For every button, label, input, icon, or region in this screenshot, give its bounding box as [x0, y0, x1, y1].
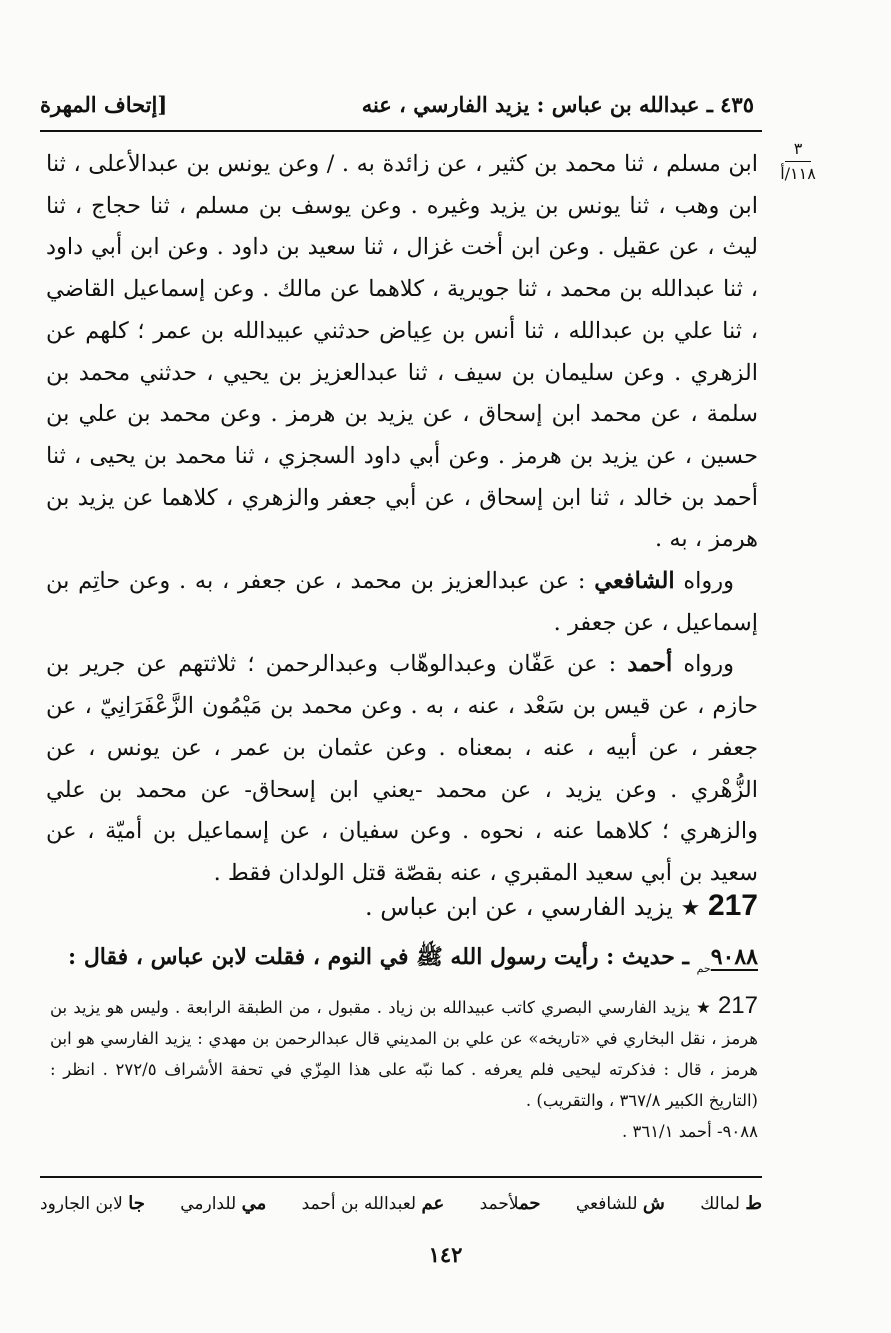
star-icon: ★ [696, 998, 712, 1017]
footnote-2: ٩٠٨٨- أحمد ٣٦١/١ . [621, 1122, 758, 1141]
abbrev-item [302, 1193, 445, 1214]
hadith-text: ـ حديث : رأيت رسول الله ﷺ في النوم ، فقلت لابن عباس ، فقال : [68, 944, 689, 970]
source-name-shafii: الشافعي [594, 568, 675, 595]
footnote-1-number: 217 [717, 992, 758, 1019]
abbrev-item [480, 1193, 541, 1214]
header-chapter-title: ٤٣٥ ـ عبدالله بن عباس : يزيد الفارسي ، عنه [361, 91, 754, 117]
abbreviation-key [40, 1186, 762, 1220]
narrator-entry-heading [46, 886, 758, 929]
abbrev-label: للشافعي [575, 1193, 638, 1214]
paragraph-3-text: : عن عَفّان وعبدالوهّاب وعبدالرحمن ؛ ثلاثتهم عن جرير بن حازم ، عن قيس بن سَعْد ، عنه ، به . وعن محمد بن مَيْمُون الزَّعْفَرَانِيّ ، عن جعفر ، عن أبيه ، عنه ، بمعناه . وعن عثمان بن عمر ، عن يونس ، عن الزُّهْري . وعن يزيد ، عن محمد -يعني ابن إسحاق- عن محمد بن علي والزهري ؛ كلاهما عنه ، نحوه . وعن سفيان ، عن إسماعيل بن أميّة ، عن سعيد بن أبي سعيد المقبري ، عنه بقصّة قتل الولدان فقط . [46, 651, 758, 886]
abbrev-code: عم [421, 1192, 445, 1214]
header-rule [40, 130, 762, 132]
abbrev-item [40, 1193, 145, 1214]
paragraph-2 [46, 561, 758, 644]
hadith-number: ٩٠٨٨ [710, 944, 758, 970]
abbrev-label: لمالك [700, 1193, 740, 1214]
footnotes [50, 990, 758, 1147]
footer-rule [40, 1176, 762, 1178]
abbrev-code: ط [745, 1192, 762, 1214]
running-header [40, 84, 754, 124]
source-name-ahmad: أحمد [627, 651, 673, 678]
paragraph-1: ابن مسلم ، ثنا محمد بن كثير ، عن زائدة به . / وعن يونس بن عبدالأعلى ، ثنا ابن وهب ، ثنا يونس بن يزيد وغيره . وعن يوسف بن مسلم ، ثنا حجاج ، ثنا ليث ، عن عقيل . وعن ابن أخت غزال ، ثنا سعيد بن داود . وعن ابن أبي داود ، ثنا عبدالله بن محمد ، ثنا جويرية ، كلاهما عن مالك . وعن إسماعيل القاضي ، ثنا علي بن عبدالله ، ثنا أنس بن عِياض حدثني عبيدالله بن عمر ؛ كلهم عن الزهري . وعن سليمان بن سيف ، ثنا عبدالعزيز بن يحيي ، حدثني محمد بن سلمة ، عن محمد ابن إسحاق ، عن يزيد بن هرمز . وعن محمد بن علي بن حسين ، عن يزيد بن هرمز . وعن أبي داود السجزي ، ثنا محمد بن يحيى ، ثنا أحمد بن خالد ، ثنا ابن إسحاق ، عن أبي جعفر والزهري ، كلاهما عن يزيد بن هرمز ، به . [46, 151, 758, 553]
entry-number: 217 [707, 889, 758, 922]
margin-manuscript-note [770, 140, 826, 184]
star-icon: ★ [680, 896, 701, 921]
paragraph-2-lead: ورواه [683, 568, 735, 595]
paragraph-2-text: : عن عبدالعزيز بن محمد ، عن جعفر ، به . وعن حاتِم بن إسماعيل ، عن جعفر . [46, 568, 758, 636]
entry-title: يزيد الفارسي ، عن ابن عباس . [365, 893, 673, 921]
abbrev-label: للدارمي [180, 1193, 237, 1214]
page-number: ١٤٢ [428, 1242, 463, 1267]
abbrev-label: لأحمد [479, 1193, 519, 1214]
abbrev-code: جا [128, 1192, 145, 1214]
footnote-1-text: يزيد الفارسي البصري كاتب عبيدالله بن زياد . مقبول ، من الطبقة الرابعة . وليس هو يزيد بن هرمز ، نقل البخاري في «تاريخه» عن علي بن المديني قال عبدالرحمن بن مهدي : يزيد الفارسي هو ابن هرمز ، قال : فذكرته ليحيى فلم يعرفه . كما نبّه على هذا المِزّي في تحفة الأشراف ٢٧٢/٥ . انظر : (التاريخ الكبير ٣٦٧/٨ ، والتقريب) . [50, 998, 758, 1110]
abbrev-code: حم [518, 1192, 541, 1214]
hadith-source-symbol: حم [696, 962, 711, 975]
margin-note-bottom: ١١٨/أ [780, 164, 816, 184]
abbrev-item [700, 1193, 762, 1214]
paragraph-3 [46, 644, 758, 894]
margin-note-top: ٣ [793, 139, 803, 158]
abbrev-code: مي [241, 1192, 267, 1214]
abbrev-item [576, 1193, 665, 1214]
footnote-1 [50, 990, 758, 1116]
margin-note-rule [785, 161, 811, 162]
abbrev-code: ش [642, 1192, 665, 1214]
main-text [46, 144, 758, 895]
abbrev-item [180, 1193, 266, 1214]
paragraph-3-lead: ورواه [683, 651, 735, 678]
hadith-heading [46, 938, 758, 988]
abbrev-label: لابن الجارود [40, 1193, 123, 1214]
header-book-title: [إتحاف المهرة [40, 91, 168, 117]
abbrev-label: لعبدالله بن أحمد [301, 1193, 417, 1214]
